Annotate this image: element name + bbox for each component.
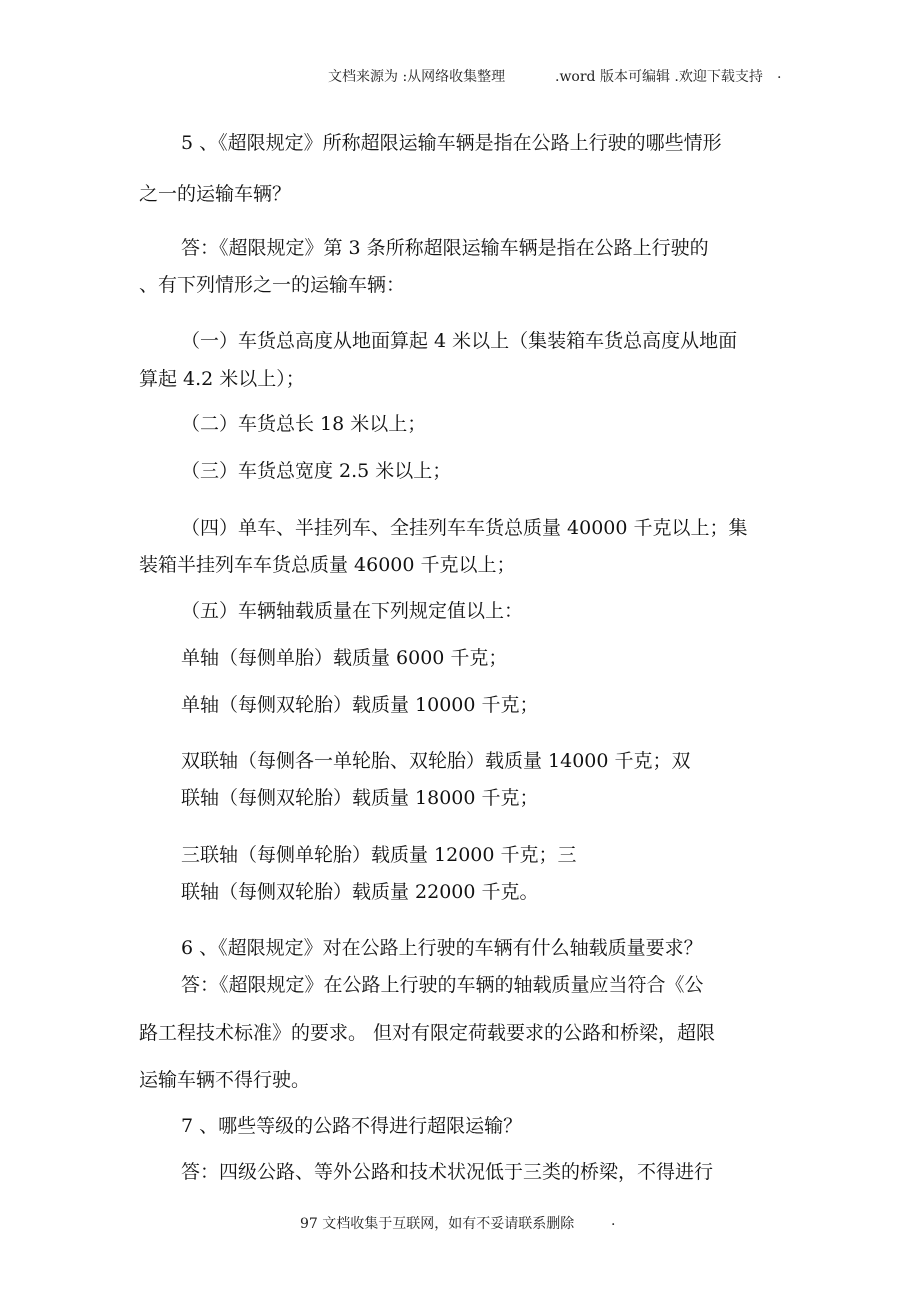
answer-6-line-3: 运输车辆不得行驶。: [139, 1069, 311, 1091]
question-7: 7 、哪些等级的公路不得进行超限运输？: [181, 1115, 523, 1137]
item-2: （二）车货总长 18 米以上；: [181, 413, 427, 435]
question-5-line-1: 5 、《超限规定》所称超限运输车辆是指在公路上行驶的哪些情形: [181, 132, 722, 154]
answer-7-line-1: 答：四级公路、等外公路和技术状况低于三类的桥梁，不得进行: [181, 1161, 714, 1183]
tridem-axle-line-2: 联轴（每侧双轮胎）载质量 22000 千克。: [181, 881, 539, 903]
header-source-text: 文档来源为 :从网络收集整理: [328, 69, 506, 85]
item-1-line-2: 算起 4.2 米以上）；: [139, 368, 305, 390]
item-4-line-1: （四）单车、半挂列车、全挂列车车货总质量 40000 千克以上；集: [181, 517, 748, 539]
item-1-line-1: （一）车货总高度从地面算起 4 米以上（集装箱车货总高度从地面: [181, 330, 738, 352]
item-3: （三）车货总宽度 2.5 米以上；: [181, 460, 452, 482]
tandem-axle-line-2: 联轴（每侧双轮胎）载质量 18000 千克；: [181, 787, 539, 809]
footer-text: 97 文档收集于互联网，如有不妥请联系删除: [300, 1216, 575, 1232]
question-6: 6 、《超限规定》对在公路上行驶的车辆有什么轴载质量要求？: [181, 937, 703, 959]
answer-6-line-1: 答：《超限规定》在公路上行驶的车辆的轴载质量应当符合《公: [181, 974, 704, 996]
axle-single-tire: 单轴（每侧单胎）载质量 6000 千克；: [181, 647, 508, 669]
footer-dot: .: [611, 1213, 616, 1229]
question-5-line-2: 之一的运输车辆？: [139, 183, 292, 205]
item-4-line-2: 装箱半挂列车车货总质量 46000 千克以上；: [139, 554, 516, 576]
answer-5-line-2: 、有下列情形之一的运输车辆：: [139, 274, 406, 296]
answer-6-line-2: 路工程技术标准》的要求。 但对有限定荷载要求的公路和桥梁，超限: [139, 1022, 716, 1044]
axle-double-tire: 单轴（每侧双轮胎）载质量 10000 千克；: [181, 694, 539, 716]
header-edit-text: .word 版本可编辑 .欢迎下载支持: [555, 69, 763, 85]
answer-5-line-1: 答：《超限规定》第 3 条所称超限运输车辆是指在公路上行驶的: [181, 237, 709, 259]
tridem-axle-line-1: 三联轴（每侧单轮胎）载质量 12000 千克；三: [181, 844, 577, 866]
item-5: （五）车辆轴载质量在下列规定值以上：: [181, 600, 524, 622]
header-dot: .: [777, 66, 782, 82]
tandem-axle-line-1: 双联轴（每侧各一单轮胎、双轮胎）载质量 14000 千克；双: [181, 750, 691, 772]
